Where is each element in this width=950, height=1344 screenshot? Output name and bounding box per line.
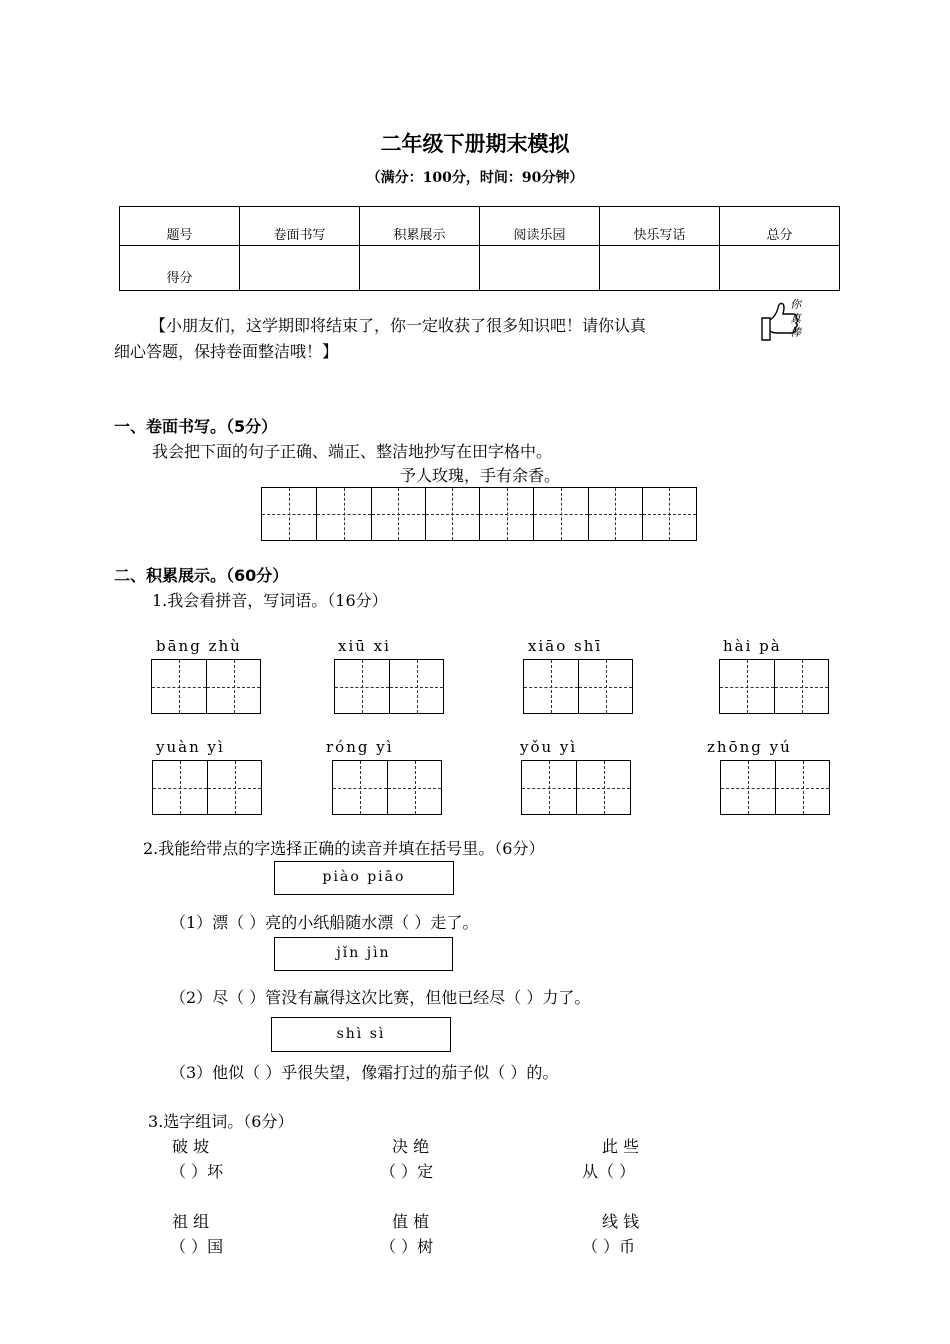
q2-sentence-3: （3）他似（ ）乎很失望，像霜打过的茄子似（ ）的。 [170, 1063, 559, 1082]
pinyin-label: xiū xi [338, 637, 391, 655]
pronunciation-options-box: piào piāo [274, 861, 454, 895]
q1-title: 1.我会看拼音，写词语。（16分） [152, 591, 388, 610]
score-cell[interactable] [360, 246, 480, 291]
grid-cell[interactable] [588, 488, 642, 540]
copy-writing-grid[interactable] [261, 487, 697, 541]
choice-blank[interactable]: （ ）树 [380, 1237, 434, 1256]
word-writing-grid[interactable] [521, 760, 631, 815]
choice-chars: 值 植 [392, 1212, 430, 1231]
choice-blank[interactable]: （ ）币 [582, 1237, 636, 1256]
q2-title: 2.我能给带点的字选择正确的读音并填在括号里。（6分） [143, 839, 545, 858]
grid-cell[interactable] [207, 761, 261, 814]
grid-cell[interactable] [206, 660, 260, 713]
page-subtitle: （满分：100分，时间：90分钟） [366, 170, 584, 186]
grid-cell[interactable] [720, 660, 774, 713]
pinyin-label: zhōng yú [707, 738, 792, 756]
score-cell[interactable] [480, 246, 600, 291]
score-header-number: 题号 [120, 207, 240, 246]
intro-line-2: 细心答题，保持卷面整洁哦！】 [114, 342, 339, 361]
choice-chars: 破 坡 [172, 1137, 210, 1156]
pinyin-label: bāng zhù [156, 637, 242, 655]
grid-cell[interactable] [578, 660, 632, 713]
pinyin-label: hài pà [723, 637, 782, 655]
grid-cell[interactable] [479, 488, 533, 540]
score-table [119, 206, 840, 291]
grid-cell[interactable] [387, 761, 441, 814]
grid-cell[interactable] [371, 488, 425, 540]
score-table-score-row [120, 246, 840, 291]
page-title: 二年级下册期末模拟 [380, 132, 570, 156]
grid-cell[interactable] [524, 660, 578, 713]
score-header-total: 总分 [720, 207, 840, 246]
pinyin-label: xiāo shī [528, 637, 603, 655]
grid-cell[interactable] [533, 488, 587, 540]
choice-chars: 此 些 [602, 1137, 640, 1156]
score-cell[interactable] [240, 246, 360, 291]
grid-cell[interactable] [152, 660, 206, 713]
grid-cell[interactable] [576, 761, 630, 814]
grid-cell[interactable] [642, 488, 696, 540]
section-2-heading: 二、积累展示。（60分） [114, 566, 289, 585]
word-writing-grid[interactable] [334, 659, 444, 714]
grid-cell[interactable] [774, 660, 828, 713]
word-writing-grid[interactable] [720, 760, 830, 815]
word-writing-grid[interactable] [332, 760, 442, 815]
score-table-header-row [120, 207, 840, 246]
word-writing-grid[interactable] [523, 659, 633, 714]
choice-chars: 决 绝 [392, 1137, 430, 1156]
section-1-instruction: 我会把下面的句子正确、端正、整洁地抄写在田字格中。 [152, 442, 553, 461]
grid-cell[interactable] [335, 660, 389, 713]
score-header-reading: 阅读乐园 [480, 207, 600, 246]
choice-blank[interactable]: （ ）定 [380, 1162, 434, 1181]
grid-cell[interactable] [721, 761, 775, 814]
intro-line-1: 【小朋友们，这学期即将结束了，你一定收获了很多知识吧！请你认真 [150, 316, 647, 335]
pinyin-label: yǒu yì [520, 738, 578, 756]
word-writing-grid[interactable] [152, 760, 262, 815]
choice-blank[interactable]: 从（ ） [582, 1162, 636, 1181]
section-1-heading: 一、卷面书写。（5分） [114, 417, 278, 436]
score-row-label: 得分 [120, 246, 240, 291]
grid-cell[interactable] [425, 488, 479, 540]
pinyin-label: yuàn yì [156, 738, 225, 756]
choice-chars: 线 钱 [602, 1212, 640, 1231]
score-header-writing: 卷面书写 [240, 207, 360, 246]
grid-cell[interactable] [775, 761, 829, 814]
word-writing-grid[interactable] [151, 659, 261, 714]
choice-blank[interactable]: （ ）坏 [170, 1162, 224, 1181]
grid-cell[interactable] [316, 488, 370, 540]
copy-sentence: 予人玫瑰，手有余香。 [400, 466, 561, 485]
q3-title: 3.选字组词。（6分） [148, 1112, 294, 1131]
score-header-accumulation: 积累展示 [360, 207, 480, 246]
word-writing-grid[interactable] [719, 659, 829, 714]
pinyin-label: róng yì [326, 738, 394, 756]
pronunciation-options-box: jǐn jìn [274, 937, 453, 971]
grid-cell[interactable] [262, 488, 316, 540]
q2-sentence-2: （2）尽（ ）管没有赢得这次比赛，但他已经尽（ ）力了。 [170, 988, 591, 1007]
score-cell[interactable] [600, 246, 720, 291]
grid-cell[interactable] [333, 761, 387, 814]
pronunciation-options-box: shì sì [271, 1017, 451, 1052]
praise-badge: 你真棒 [790, 298, 801, 339]
score-header-composition: 快乐写话 [600, 207, 720, 246]
grid-cell[interactable] [522, 761, 576, 814]
choice-chars: 祖 组 [172, 1212, 210, 1231]
q2-sentence-1: （1）漂（ ）亮的小纸船随水漂（ ）走了。 [170, 913, 479, 932]
grid-cell[interactable] [389, 660, 443, 713]
grid-cell[interactable] [153, 761, 207, 814]
score-cell[interactable] [720, 246, 840, 291]
choice-blank[interactable]: （ ）国 [170, 1237, 224, 1256]
